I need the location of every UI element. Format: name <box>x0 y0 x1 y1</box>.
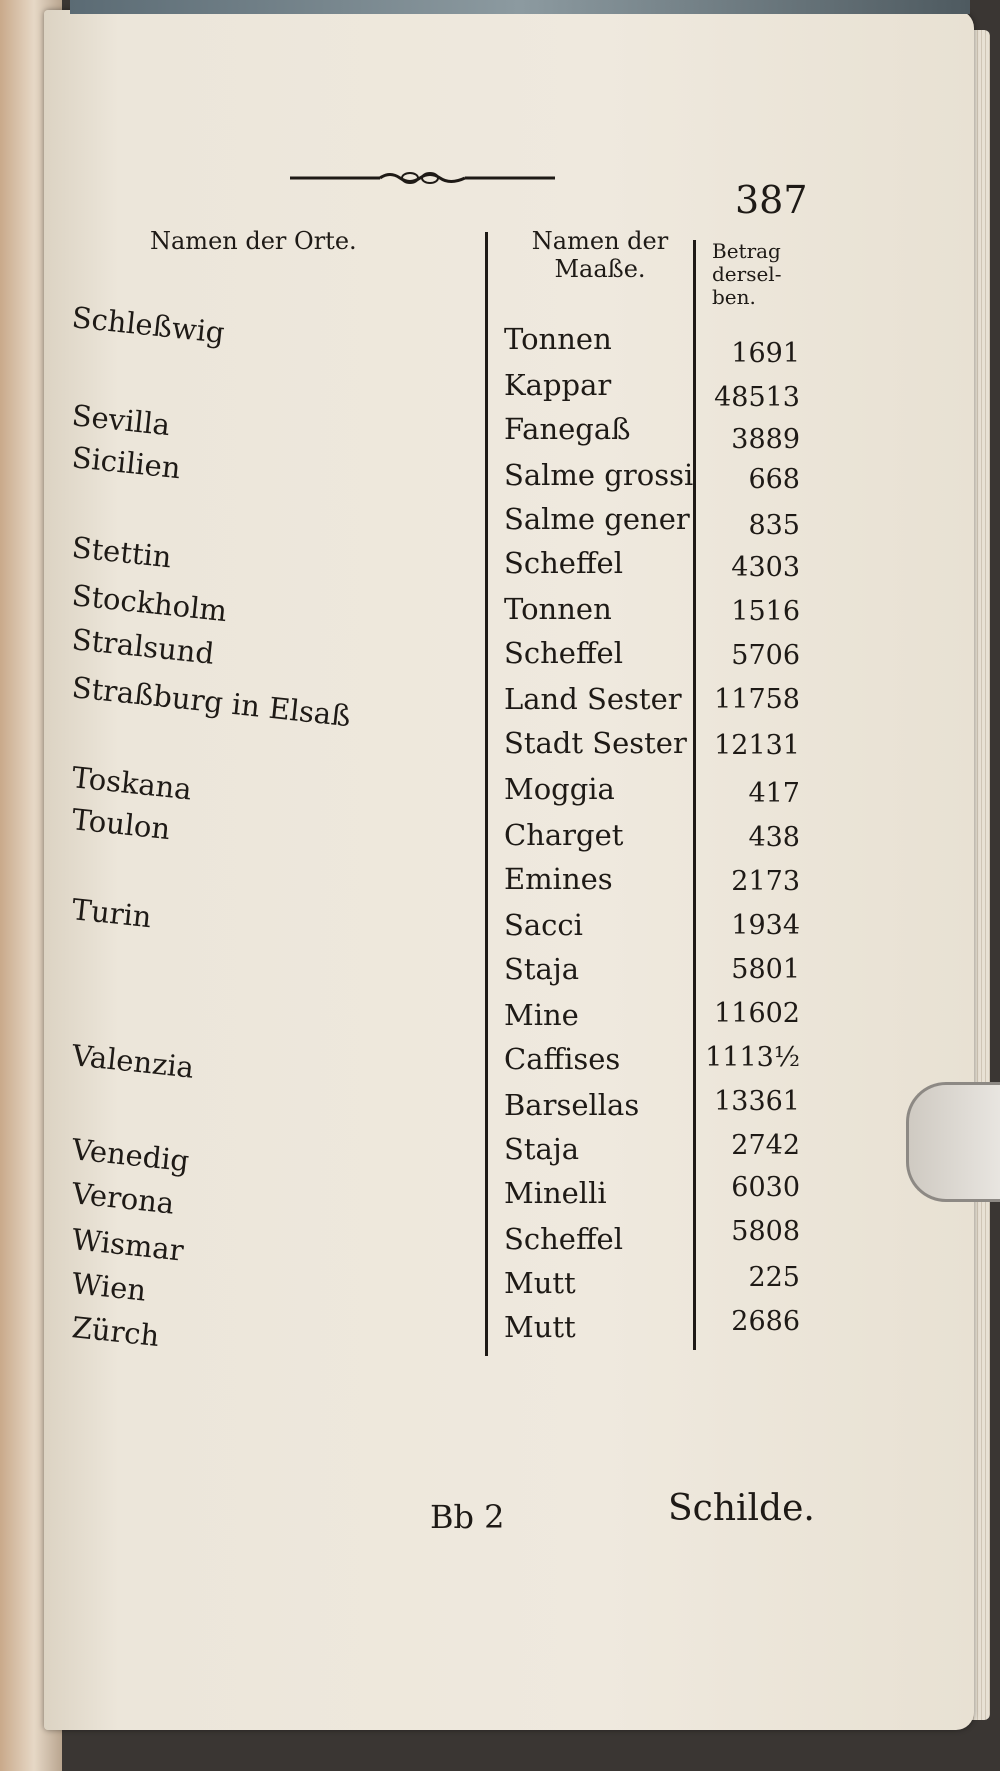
place-name: Valenzia <box>70 1038 196 1085</box>
place-name: Toulon <box>70 802 172 847</box>
amount-value: 1934 <box>731 910 800 941</box>
measure-name: Staja <box>504 1132 580 1166</box>
place-name: Wismar <box>70 1222 186 1268</box>
amount-value: 5801 <box>731 954 800 985</box>
place-name: Verona <box>70 1176 176 1221</box>
measure-name: Tonnen <box>504 322 612 356</box>
place-name: Sicilien <box>70 440 183 486</box>
amount-value: 11602 <box>714 998 800 1029</box>
amount-value: 3889 <box>731 424 800 455</box>
amount-value: 13361 <box>714 1086 800 1117</box>
place-name: Toskana <box>70 760 194 807</box>
bookmark-clip <box>906 1082 1000 1202</box>
amount-value: 2742 <box>731 1130 800 1161</box>
place-name: Sevilla <box>70 398 172 443</box>
amount-value: 12131 <box>714 730 800 761</box>
amount-value: 6030 <box>731 1172 800 1203</box>
amount-value: 2173 <box>731 866 800 897</box>
measure-name: Emines <box>504 862 613 896</box>
measure-name: Tonnen <box>504 592 612 626</box>
catchword: Schilde. <box>668 1488 815 1529</box>
measure-name: Mutt <box>504 1266 576 1300</box>
measure-name: Minelli <box>504 1176 607 1210</box>
amount-value: 5808 <box>731 1216 800 1247</box>
amount-value: 1691 <box>731 338 800 369</box>
measure-name: Mutt <box>504 1310 576 1344</box>
column-header-measure <box>515 228 685 283</box>
column-header-measure-line: Namen der <box>531 227 669 255</box>
amount-value: 1516 <box>731 596 800 627</box>
column-header-amount-line: ben. <box>712 285 756 309</box>
measure-name: Land Sester <box>504 682 682 716</box>
measure-name: Scheffel <box>504 1222 623 1256</box>
measure-name: Scheffel <box>504 546 623 580</box>
place-name: Turin <box>70 892 154 935</box>
place-name: Stettin <box>70 530 174 575</box>
amount-value: 417 <box>748 778 800 809</box>
measure-name: Mine <box>504 998 579 1032</box>
column-header-amount <box>712 240 792 309</box>
column-header-place: Namen der Orte. <box>150 227 357 255</box>
place-name: Zürch <box>70 1310 161 1354</box>
column-rule <box>693 240 696 1350</box>
amount-value: 668 <box>748 464 800 495</box>
measure-name: Sacci <box>504 908 583 942</box>
measure-name: Kappar <box>504 368 612 402</box>
place-name: Schleßwig <box>70 300 227 350</box>
page-number: 387 <box>735 178 808 222</box>
signature-mark: Bb 2 <box>430 1498 505 1536</box>
column-header-amount-line: Betrag <box>712 239 781 263</box>
measure-name: Salme gener <box>504 502 690 536</box>
measure-name: Barsellas <box>504 1088 640 1122</box>
column-rule <box>485 232 488 1356</box>
measure-name: Scheffel <box>504 636 623 670</box>
measure-name: Fanegaß <box>504 412 631 446</box>
place-name: Stralsund <box>70 622 216 671</box>
page-top-band <box>70 0 970 14</box>
amount-value: 438 <box>748 822 800 853</box>
amount-value: 11758 <box>714 684 800 715</box>
measure-name: Salme grossi <box>504 458 694 492</box>
place-name: Stockholm <box>70 578 229 629</box>
amount-value: 4303 <box>731 552 800 583</box>
amount-value: 835 <box>748 510 800 541</box>
amount-value: 1113½ <box>705 1042 800 1073</box>
measure-name: Caffises <box>504 1042 621 1076</box>
measure-name: Staja <box>504 952 580 986</box>
place-name: Straßburg in Elsaß <box>70 670 353 734</box>
column-header-measure-line: Maaße. <box>554 254 646 283</box>
column-header-amount-line: dersel- <box>712 262 782 286</box>
place-name: Wien <box>70 1266 148 1308</box>
header-ornament <box>290 167 555 189</box>
place-name: Venedig <box>70 1132 191 1179</box>
measure-name: Charget <box>504 818 624 852</box>
amount-value: 48513 <box>714 382 800 413</box>
amount-value: 2686 <box>731 1306 800 1337</box>
amount-value: 5706 <box>731 640 800 671</box>
amount-value: 225 <box>748 1262 800 1293</box>
measure-name: Moggia <box>504 772 615 806</box>
measure-name: Stadt Sester <box>504 726 687 760</box>
